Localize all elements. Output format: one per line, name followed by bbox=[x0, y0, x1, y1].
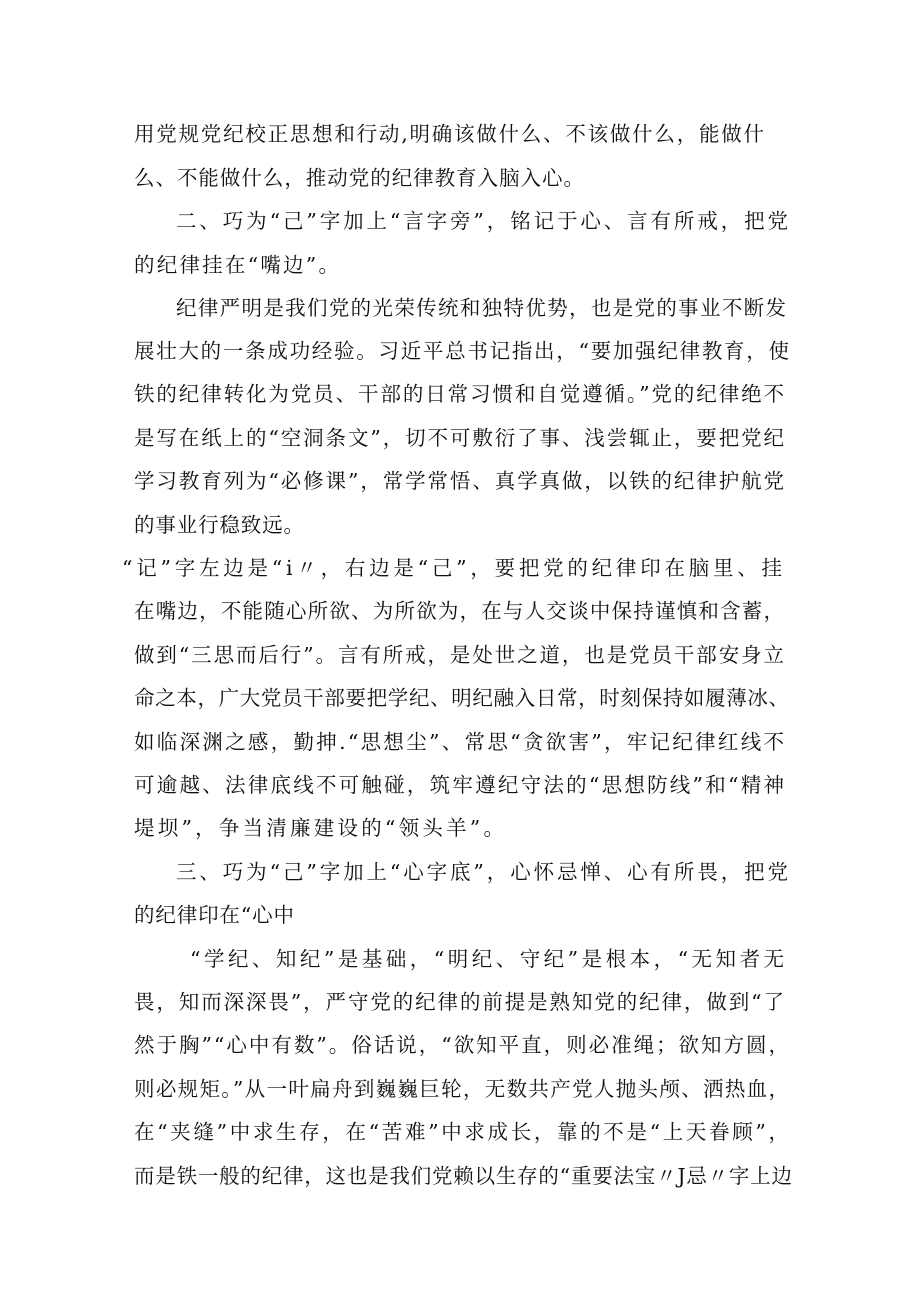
text-line: 如临深渊之感，勤抻.“思想尘”、常思“贪欲害”，牢记纪律红线不 bbox=[134, 730, 787, 754]
text-line: “学纪、知纪”是基础，“明纪、守纪”是根本，“无知者无 bbox=[190, 947, 788, 971]
text-line: 的事业行稳致远。 bbox=[134, 513, 305, 537]
text-line: 命之本，广大党员干部要把学纪、明纪融入日常，时刻保持如履薄冰、 bbox=[134, 686, 790, 710]
text-line: 用党规党纪校正思想和行动,明确该做什么、不该做什么，能做什 bbox=[134, 122, 766, 146]
text-line: 展壮大的一条成功经验。习近平总书记指出，“要加强纪律教育，使 bbox=[134, 339, 791, 363]
text-line: 在“夹缝”中求生存，在“苦难”中求成长，靠的不是“上天眷顾”， bbox=[134, 1120, 792, 1144]
section-heading: 的纪律印在“心中 bbox=[134, 903, 295, 927]
text-line: 铁的纪律转化为党员、干部的日常习惯和自觉遵循。”党的纪律绝不 bbox=[134, 382, 786, 406]
text-line: 是写在纸上的“空洞条文”，切不可敷衍了事、浅尝辄止，要把党纪 bbox=[134, 426, 786, 450]
section-heading: 二、巧为“己”字加上“言字旁”，铭记于心、言有所戒，把党 bbox=[176, 209, 791, 233]
text-line: 在嘴边，不能随心所欲、为所欲为，在与人交谈中保持谨慎和含蓄， bbox=[134, 599, 786, 623]
section-heading: 三、巧为“己”字加上“心字底”，心怀忌惮、心有所畏，把党 bbox=[176, 860, 791, 884]
section-heading: 的纪律挂在“嘴边”。 bbox=[134, 253, 342, 277]
text-line: 然于胸”“心中有数”。俗话说，“欲知平直，则必准绳；欲知方圆， bbox=[134, 1033, 791, 1057]
text-line: “记”字左边是“i〃，右边是“己”，要把党的纪律印在脑里、挂 bbox=[122, 556, 786, 580]
text-line: 堤坝”，争当清廉建设的“领头羊”。 bbox=[134, 816, 508, 840]
text-line: 而是铁一般的纪律，这也是我们党赖以生存的“重要法宝〃J忌〃字上边 bbox=[134, 1164, 793, 1188]
text-line: 可逾越、法律底线不可触碰，筑牢遵纪守法的“思想防线”和“精神 bbox=[134, 773, 787, 797]
text-line: 纪律严明是我们党的光荣传统和独特优势，也是党的事业不断发 bbox=[176, 296, 788, 320]
text-line: 学习教育列为“必修课”，常学常悟、真学真做，以铁的纪律护航党 bbox=[134, 469, 786, 493]
text-line: 么、不能做什么，推动党的纪律教育入脑入心。 bbox=[134, 166, 585, 190]
text-line: 畏，知而深深畏”，严守党的纪律的前提是熟知党的纪律，做到“了 bbox=[134, 990, 786, 1014]
text-line: 做到“三思而后行”。言有所戒，是处世之道，也是党员干部安身立 bbox=[134, 643, 786, 667]
text-line: 则必规矩。”从一叶扁舟到巍巍巨轮，无数共产党人抛头颅、洒热血， bbox=[134, 1077, 791, 1101]
